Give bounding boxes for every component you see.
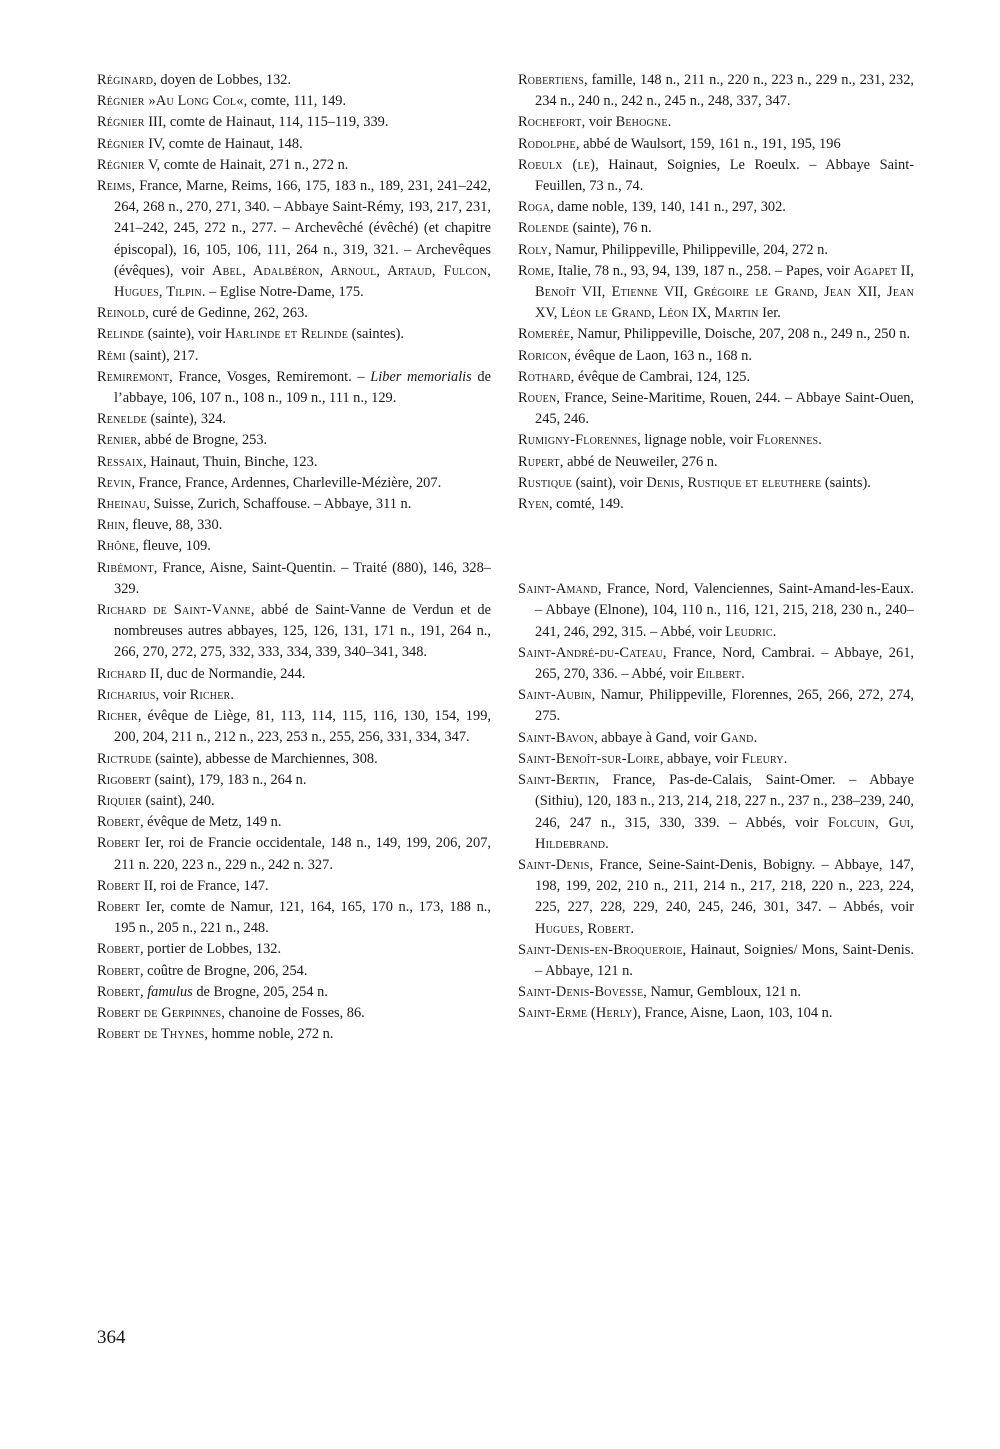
entry-heading: Renier xyxy=(97,432,138,449)
entry-text: , curé de Gedinne, 262, 263. xyxy=(145,305,308,322)
index-entry xyxy=(97,134,491,155)
entry-heading: Robert xyxy=(97,814,140,831)
index-entry xyxy=(518,388,914,430)
entry-heading: Agapet xyxy=(853,262,898,279)
entry-heading: Léon le Grand xyxy=(561,305,652,322)
entry-text: , France, Nord, Cambrai. – Abbaye, 261, 265, 270, 336. – Abbé, voir xyxy=(535,644,914,683)
entry-text: (sainte), 76 n. xyxy=(569,220,652,237)
entry-heading: Robert xyxy=(97,835,140,852)
index-entry xyxy=(97,833,491,875)
entry-heading: Leudric xyxy=(725,623,773,640)
entry-heading: Richard xyxy=(97,665,147,682)
entry-heading: Grégoire le Grand xyxy=(693,284,815,301)
index-entry xyxy=(97,430,491,451)
entry-text: Ier, comte de Namur, 121, 164, 165, 170 n., 173, 188 n., 195 n., 205 n., 221 n., 248. xyxy=(114,898,491,937)
entry-text: , Namur, Philippeville, Doische, 207, 208 n., 249 n., 250 n. xyxy=(570,326,911,343)
entry-heading: Rictrude xyxy=(97,750,152,767)
entry-heading: Saint-Amand xyxy=(518,581,598,598)
entry-text: (saint), 217. xyxy=(125,347,199,364)
entry-heading: Martin xyxy=(714,305,759,322)
index-column-right xyxy=(518,70,914,1025)
index-entry xyxy=(518,940,914,982)
index-entry xyxy=(97,961,491,982)
entry-text: II, duc de Normandie, 244. xyxy=(146,665,306,682)
index-entry xyxy=(518,749,914,770)
index-entry xyxy=(97,791,491,812)
entry-text: (sainte), voir xyxy=(144,326,225,343)
index-entry xyxy=(518,367,914,388)
entry-heading: Roricon xyxy=(518,347,568,364)
entry-heading: Rheinau xyxy=(97,496,147,513)
index-entry xyxy=(97,664,491,685)
entry-text: . xyxy=(741,666,745,683)
entry-heading: Régnier xyxy=(97,135,145,152)
entry-heading: Richard de Saint-Vanne xyxy=(97,602,251,619)
entry-heading: Richarius xyxy=(97,686,156,703)
entry-text: . xyxy=(667,114,672,131)
entry-text: (saintes). xyxy=(348,326,404,343)
entry-heading: Renelde xyxy=(97,411,147,428)
entry-text: (saints). xyxy=(821,474,871,491)
index-entry xyxy=(97,897,491,939)
entry-text: , abbé de Waulsort, 159, 161 n., 191, 195, 196 xyxy=(575,135,841,152)
entry-heading: Rhône xyxy=(97,538,136,555)
entry-heading: Saint-Benoît-sur-Loire xyxy=(518,750,660,767)
index-entry xyxy=(97,155,491,176)
entry-heading: Riquier xyxy=(97,792,142,809)
entry-heading: Roeulx (le) xyxy=(518,156,596,173)
index-entry xyxy=(518,218,914,239)
entry-italic-text: Liber memorialis xyxy=(370,368,472,385)
entry-heading: Gand xyxy=(720,729,754,746)
index-entry xyxy=(97,600,491,664)
entry-heading: Rumigny-Florennes xyxy=(518,432,638,449)
entry-heading: Folcuin, Gui, Hildebrand xyxy=(535,814,914,852)
entry-heading: Revin xyxy=(97,474,132,491)
entry-heading: Roga xyxy=(518,199,551,216)
entry-text: , évêque de Cambrai, 124, 125. xyxy=(570,368,751,385)
entry-heading: Rémi xyxy=(97,347,126,364)
section-gap xyxy=(518,515,914,579)
entry-heading: Robert de Gerpinnes xyxy=(97,1004,222,1021)
entry-heading: Richer xyxy=(189,686,231,703)
entry-text: , France, Marne, Reims, 166, 175, 183 n., 189, 231, 241–242, 264, 268 n., 270, 271, 340. – Abbaye Saint-Rémy, 193, 217, 231, 241–242, 245, 272 n., 277. – Archevêché (évêché) (et chapitre épiscopal), 16, 105, 106, 111, 264 n., 319, 321. – Archevêques (évêques), voir xyxy=(114,178,491,279)
index-entry xyxy=(518,346,914,367)
index-entry xyxy=(518,452,914,473)
entry-heading: Romerée xyxy=(518,326,571,343)
entry-text: , famille, 148 n., 211 n., 220 n., 223 n., 229 n., 231, 232, 234 n., 240 n., 242 n., 245 n., 248, 337, 347. xyxy=(535,72,914,110)
entry-text: , France, France, Ardennes, Charleville-Mézière, 207. xyxy=(131,474,442,491)
entry-text: , abbaye à Gand, voir xyxy=(594,729,721,746)
index-entry xyxy=(97,1024,491,1045)
entry-heading: Harlinde et Relinde xyxy=(224,326,349,343)
index-entry xyxy=(97,176,491,303)
entry-text: , abbaye, voir xyxy=(659,750,742,767)
entry-text: , évêque de Liège, 81, 113, 114, 115, 116, 130, 154, 199, 200, 204, 211 n., 212 n., 223, 253 n., 255, 256, 331, 334, 347. xyxy=(114,708,491,746)
index-entry xyxy=(518,112,914,133)
entry-heading: Roly xyxy=(518,241,548,258)
index-entry xyxy=(518,579,914,643)
entry-heading: Saint-Denis xyxy=(518,856,590,873)
entry-text: , abbé de Neuweiler, 276 n. xyxy=(559,453,718,470)
entry-text: , Hainaut, Soignies, Le Roeulx. – Abbaye Saint-Feuillen, 73 n., 74. xyxy=(535,156,914,195)
entry-text: . xyxy=(230,686,235,703)
entry-heading: Behogne xyxy=(615,114,668,131)
entry-heading: Rhin xyxy=(97,517,126,534)
entry-text: VII, xyxy=(575,284,612,301)
entry-text: , xyxy=(139,983,148,1000)
entry-text: (sainte), abbesse de Marchiennes, 308. xyxy=(151,750,378,767)
index-entry xyxy=(97,770,491,791)
entry-heading: Rolende xyxy=(518,220,569,237)
entry-text: , voir xyxy=(155,686,190,703)
index-entry xyxy=(97,324,491,345)
index-entry xyxy=(97,706,491,748)
entry-text: III, comte de Hainaut, 114, 115–119, 339. xyxy=(144,114,389,131)
entry-heading: Saint-Bertin xyxy=(518,772,596,789)
entry-heading: Benoît xyxy=(535,284,576,301)
entry-heading: Robert xyxy=(97,962,140,979)
entry-heading: Robertiens xyxy=(518,72,584,88)
entry-heading: Rothard xyxy=(518,368,571,385)
index-entry xyxy=(97,409,491,430)
entry-heading: Remiremont xyxy=(97,368,170,385)
entry-text: , Namur, Philippeville, Florennes, 265, 266, 272, 274, 275. xyxy=(535,687,914,725)
entry-text: . xyxy=(753,729,758,746)
index-entry xyxy=(518,685,914,727)
index-entry xyxy=(97,346,491,367)
index-entry xyxy=(97,473,491,494)
entry-text: . xyxy=(605,835,609,852)
index-entry xyxy=(97,112,491,133)
entry-text: II, roi de France, 147. xyxy=(139,877,269,894)
entry-text: , Italie, 78 n., 93, 94, 139, 187 n., 258. – Papes, voir xyxy=(550,262,854,279)
index-entry xyxy=(518,155,914,197)
index-entry xyxy=(518,430,914,451)
page-number: 364 xyxy=(97,1327,126,1348)
entry-text: de Brogne, 205, 254 n. xyxy=(192,983,328,1000)
index-entry xyxy=(518,855,914,940)
entry-heading: Saint-Denis-Bovesse xyxy=(518,984,644,1001)
entry-heading: Ribémont xyxy=(97,559,154,576)
index-entry xyxy=(97,982,491,1003)
entry-text: , comte, 111, 149. xyxy=(243,93,347,110)
entry-italic-text: famulus xyxy=(147,983,193,1000)
entry-heading: Rupert xyxy=(518,453,560,470)
index-entry xyxy=(97,91,491,112)
index-entry xyxy=(518,197,914,218)
index-entry xyxy=(97,70,491,91)
index-entry xyxy=(518,473,914,494)
entry-text: de l’abbaye, 106, 107 n., 108 n., 109 n., 111 n., 129. xyxy=(114,368,492,407)
index-entry xyxy=(97,876,491,897)
index-entry xyxy=(97,939,491,960)
entry-text: , Namur, Gembloux, 121 n. xyxy=(643,984,801,1001)
entry-heading: Jean xyxy=(824,284,851,301)
entry-heading: Reims xyxy=(97,178,132,195)
entry-text: , Hainaut, Soignies/ Mons, Saint-Denis. – Abbaye, 121 n. xyxy=(535,941,914,979)
entry-heading: Ryen xyxy=(518,496,549,513)
entry-heading: Jean xyxy=(887,284,914,301)
entry-heading: Régnier xyxy=(97,114,145,131)
index-entry xyxy=(97,749,491,770)
entry-text: , voir xyxy=(581,114,616,131)
entry-heading: Rodolphe xyxy=(518,135,576,152)
entry-text: , Namur, Philippeville, Philippeville, 204, 272 n. xyxy=(547,241,828,258)
entry-heading: Abel, Adalbéron, Arnoul, Artaud, Fulcon, Hugues, Tilpin xyxy=(114,262,491,301)
index-entry xyxy=(97,452,491,473)
entry-text: IV, comte de Hainaut, 148. xyxy=(144,135,303,152)
entry-text: V, comte de Hainait, 271 n., 272 n. xyxy=(144,156,349,173)
entry-text: , France, Seine-Maritime, Rouen, 244. – Abbaye Saint-Ouen, 245, 246. xyxy=(535,390,914,428)
index-entry xyxy=(518,261,914,325)
entry-heading: Saint-Erme (Herly) xyxy=(518,1005,638,1022)
entry-text: (saint), 179, 183 n., 264 n. xyxy=(150,771,307,788)
entry-heading: Etienne xyxy=(611,284,658,301)
entry-text: VII, xyxy=(657,284,694,301)
index-entry xyxy=(97,812,491,833)
index-entry xyxy=(518,982,914,1003)
entry-heading: Régnier xyxy=(97,156,145,173)
entry-heading: Ressaix xyxy=(97,453,144,470)
entry-text: , homme noble, 272 n. xyxy=(204,1026,334,1043)
entry-text: . – Eglise Notre-Dame, 175. xyxy=(201,284,364,301)
index-entry xyxy=(518,134,914,155)
entry-text: , France, Seine-Saint-Denis, Bobigny. – Abbaye, 147, 198, 199, 202, 210 n., 211, 214 n., 217, 218, 220 n., 223, 224, 225, 227, 228, 229, 240, 245, 246, 301, 347. – Abbés, voir xyxy=(535,856,914,916)
index-entry xyxy=(518,728,914,749)
entry-text: , France, Nord, Valenciennes, Saint-Amand-les-Eaux. – Abbaye (Elnone), 104, 110 n., 116, 121, 215, 218, 230 n., 240–241, 246, 292, 315. – Abbé, voir xyxy=(535,581,914,640)
entry-text: , comté, 149. xyxy=(548,496,624,513)
entry-heading: Robert de Thynes xyxy=(97,1026,205,1043)
entry-heading: Rome xyxy=(518,262,551,279)
index-entry xyxy=(518,324,914,345)
index-entry xyxy=(97,1003,491,1024)
index-entry xyxy=(518,494,914,515)
entry-text: Ier. xyxy=(758,305,781,322)
entry-text: , évêque de Metz, 149 n. xyxy=(139,814,282,831)
index-entry xyxy=(97,558,491,600)
entry-heading: Relinde xyxy=(97,326,145,343)
entry-text: XV, xyxy=(535,305,562,322)
entry-heading: Fleury xyxy=(741,750,784,767)
entry-text: XII, xyxy=(851,284,888,301)
entry-text: (saint), 240. xyxy=(141,792,215,809)
entry-text: , abbé de Saint-Vanne de Verdun et de nombreuses autres abbayes, 125, 126, 131, 171 n., 191, 264 n., 266, 270, 272, 275, 332, 333, 334, 339, 340–341, 348. xyxy=(114,602,492,661)
entry-heading: Rochefort xyxy=(518,114,582,131)
entry-heading: Saint-Aubin xyxy=(518,687,592,704)
index-entry xyxy=(97,494,491,515)
index-entry xyxy=(97,515,491,536)
entry-heading: Denis, Rustique et eleuthere xyxy=(646,474,822,491)
entry-text: , France, Pas-de-Calais, Saint-Omer. – Abbaye (Sithiu), 120, 183 n., 213, 214, 218, 227 n., 237 n., 238–239, 240, 246, 247 n., 315, 330, 339. – Abbés, voir xyxy=(535,772,914,831)
entry-heading: Saint-André-du-Cateau xyxy=(518,644,663,661)
index-column-left xyxy=(97,70,491,1045)
entry-text: , portier de Lobbes, 132. xyxy=(139,941,282,958)
entry-text: . xyxy=(818,432,822,449)
entry-text: , coûtre de Brogne, 206, 254. xyxy=(139,962,308,979)
entry-heading: Rigobert xyxy=(97,771,151,788)
entry-heading: Richer xyxy=(97,708,138,725)
entry-heading: Rouen xyxy=(518,390,557,407)
entry-text: , France, Vosges, Remiremont. – xyxy=(169,368,371,385)
entry-text: , lignage noble, voir xyxy=(637,432,757,449)
entry-text: . xyxy=(772,623,777,640)
entry-heading: Eilbert xyxy=(696,666,742,683)
index-entry xyxy=(97,367,491,409)
entry-heading: Reinold xyxy=(97,305,146,322)
entry-heading: Rustique xyxy=(518,474,572,491)
entry-text: (sainte), 324. xyxy=(146,411,227,428)
entry-heading: Saint-Bavon xyxy=(518,729,595,746)
entry-heading: Léon xyxy=(658,305,689,322)
index-entry xyxy=(518,70,914,112)
entry-text: . xyxy=(783,750,788,767)
entry-text: , xyxy=(651,305,659,322)
entry-text: , France, Aisne, Laon, 103, 104 n. xyxy=(637,1005,833,1022)
entry-text: , Suisse, Zurich, Schaffouse. – Abbaye, 311 n. xyxy=(146,496,412,513)
entry-text: , chanoine de Fosses, 86. xyxy=(221,1004,365,1021)
entry-text: , doyen de Lobbes, 132. xyxy=(153,72,292,88)
index-entry xyxy=(97,303,491,324)
index-entry xyxy=(97,536,491,557)
entry-heading: Saint-Denis-en-Broqueroie xyxy=(518,941,683,958)
index-entry xyxy=(97,685,491,706)
index-entry xyxy=(518,1003,914,1024)
entry-heading: Robert xyxy=(97,983,140,1000)
entry-text: , abbé de Brogne, 253. xyxy=(137,432,268,449)
entry-heading: Robert xyxy=(97,941,140,958)
entry-heading: Robert xyxy=(97,898,140,915)
entry-text: IX, xyxy=(688,305,715,322)
index-entry xyxy=(518,240,914,261)
entry-text: (saint), voir xyxy=(571,474,647,491)
entry-text: , xyxy=(814,284,825,301)
entry-text: . xyxy=(630,920,635,937)
entry-heading: Robert xyxy=(97,877,140,894)
entry-text: , fleuve, 88, 330. xyxy=(125,517,223,534)
entry-text: , évêque de Laon, 163 n., 168 n. xyxy=(567,347,752,364)
entry-text: , fleuve, 109. xyxy=(135,538,211,555)
entry-text: Ier, roi de Francie occidentale, 148 n., 149, 199, 206, 207, 211 n. 220, 223 n., 229 n., 242 n. 327. xyxy=(114,835,491,873)
index-entry xyxy=(518,643,914,685)
entry-heading: Réginard xyxy=(97,72,154,88)
entry-heading: Hugues, Robert xyxy=(535,920,631,937)
index-entry xyxy=(518,770,914,855)
entry-text: , dame noble, 139, 140, 141 n., 297, 302. xyxy=(550,199,786,216)
entry-heading: Florennes xyxy=(756,432,819,449)
entry-text: II, xyxy=(897,262,914,279)
entry-text: , Hainaut, Thuin, Binche, 123. xyxy=(143,453,318,470)
entry-text: , France, Aisne, Saint-Quentin. – Traité (880), 146, 328–329. xyxy=(114,559,491,597)
entry-heading: Régnier »Au Long Col« xyxy=(97,93,244,110)
